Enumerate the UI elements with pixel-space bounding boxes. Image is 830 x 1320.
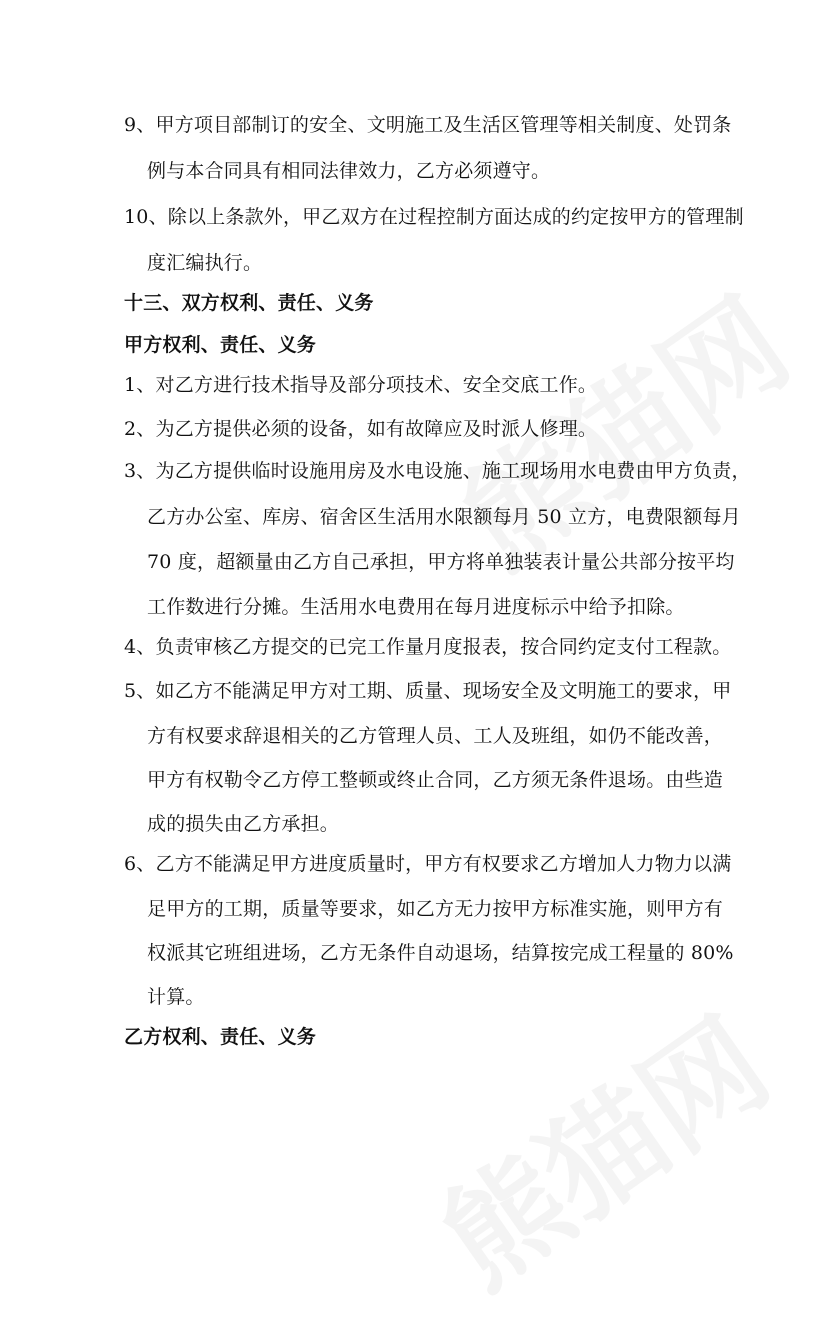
- party-a-item-6-line-3: 权派其它班组进场，乙方无条件自动退场，结算按完成工程量的 80%: [147, 942, 734, 964]
- party-a-item-3-line-3: 70 度，超额量由乙方自己承担，甲方将单独装表计量公共部分按平均: [147, 551, 735, 573]
- party-a-item-5-line-2: 方有权要求辞退相关的乙方管理人员、工人及班组，如仍不能改善，: [147, 725, 724, 747]
- party-a-item-1: 1、对乙方进行技术指导及部分项技术、安全交底工作。: [124, 374, 598, 396]
- section-heading: 十三、双方权利、责任、义务: [124, 292, 374, 314]
- clause-10-line-2: 度汇编执行。: [147, 252, 263, 274]
- watermark: [403, 972, 797, 1319]
- party-a-item-5-line-4: 成的损失由乙方承担。: [147, 813, 340, 835]
- subsection-heading-party-a: 甲方权利、责任、义务: [124, 334, 317, 356]
- clause-9-line-1: 9、甲方项目部制订的安全、文明施工及生活区管理等相关制度、处罚条: [124, 114, 732, 136]
- party-a-item-3-line-4: 工作数进行分摊。生活用水电费用在每月进度标示中给予扣除。: [147, 596, 685, 618]
- party-a-item-6-line-2: 足甲方的工期，质量等要求，如乙方无力按甲方标准实施，则甲方有: [147, 898, 724, 920]
- party-a-item-5-line-1: 5、如乙方不能满足甲方对工期、质量、现场安全及文明施工的要求，甲: [124, 680, 732, 702]
- party-a-item-2: 2、为乙方提供必须的设备，如有故障应及时派人修理。: [124, 418, 598, 440]
- party-a-item-6-line-1: 6、乙方不能满足甲方进度质量时，甲方有权要求乙方增加人力物力以满: [124, 853, 732, 875]
- party-a-item-6-line-4: 计算。: [147, 986, 205, 1008]
- clause-9-line-2: 例与本合同具有相同法律效力，乙方必须遵守。: [147, 160, 551, 182]
- clause-10-line-1: 10、除以上条款外，甲乙双方在过程控制方面达成的约定按甲方的管理制: [124, 206, 744, 228]
- party-a-item-4: 4、负责审核乙方提交的已完工作量月度报表，按合同约定支付工程款。: [124, 636, 732, 658]
- party-a-item-3-line-1: 3、为乙方提供临时设施用房及水电设施、施工现场用水电费由甲方负责，: [124, 460, 751, 482]
- subsection-heading-party-b: 乙方权利、责任、义务: [124, 1026, 317, 1048]
- party-a-item-3-line-2: 乙方办公室、库房、宿舍区生活用水限额每月 50 立方，电费限额每月: [147, 506, 741, 528]
- party-a-item-5-line-3: 甲方有权勒令乙方停工整顿或终止合同，乙方须无条件退场。由些造: [147, 769, 724, 791]
